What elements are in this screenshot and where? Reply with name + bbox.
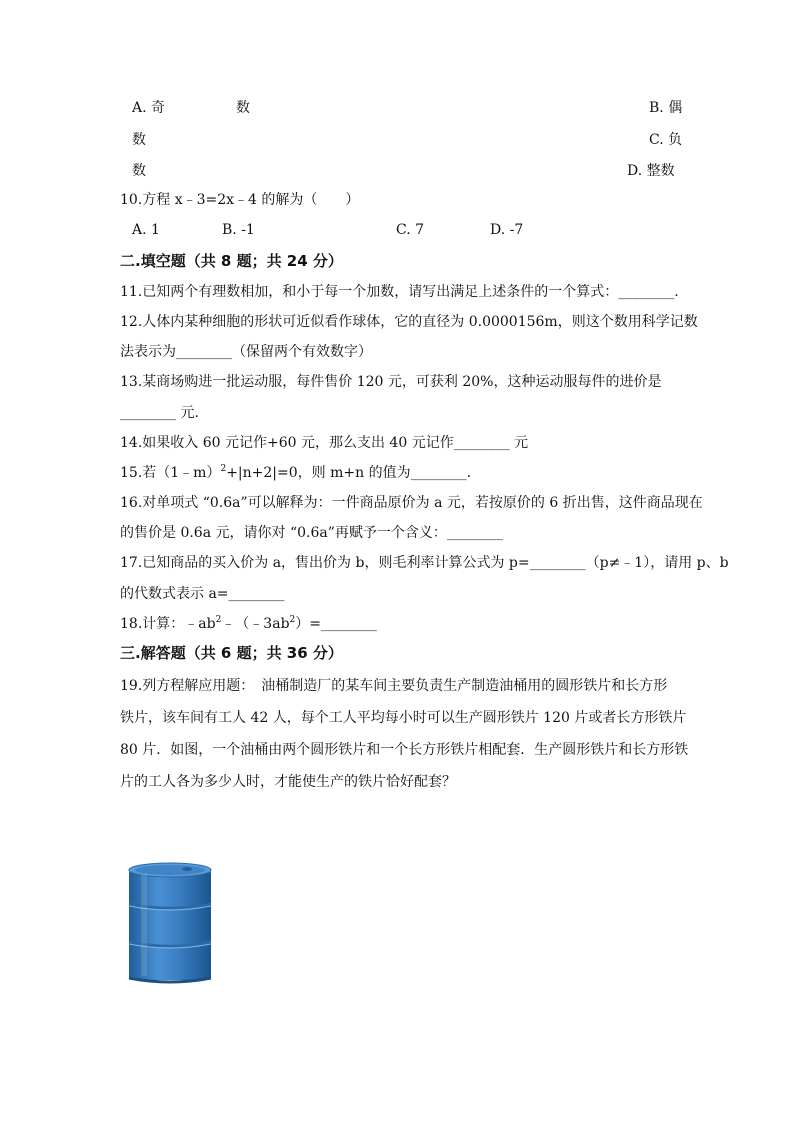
q16-line-2: 的售价是 0.6a 元，请你对 “0.6a”再赋予一个含义：________ xyxy=(120,525,503,541)
q10-option-a: A. 1 xyxy=(132,222,160,238)
q13-line-1: 13.某商场购进一批运动服，每件售价 120 元，可获利 20%，这种运动服每件的进价是 xyxy=(120,374,662,390)
q9-option-a-tail: 数 xyxy=(132,132,146,148)
q18-prefix: 18.计算：﹣ab xyxy=(120,616,216,632)
q10-option-d: D. -7 xyxy=(490,222,524,238)
q19-line-3: 80 片．如图，一个油桶由两个圆形铁片和一个长方形铁片相配套．生产圆形铁片和长方形铁 xyxy=(120,742,689,758)
q9-option-a-label: A. 奇 xyxy=(132,100,166,116)
oil-drum-figure xyxy=(125,860,215,988)
q9-option-d-label: D. 整数 xyxy=(627,163,675,179)
q14-text: 14.如果收入 60 元记作+60 元，那么支出 40 元记作________ 元 xyxy=(120,435,529,451)
q16-line-1: 16.对单项式 “0.6a”可以解释为：一件商品原价为 a 元，若按原价的 6 折出售，这件商品现在 xyxy=(120,495,703,511)
q12-line-2: 法表示为________（保留两个有效数字） xyxy=(120,344,372,360)
q9-option-b-tail: 数 xyxy=(132,163,146,179)
q10-option-c: C. 7 xyxy=(396,222,425,238)
section-3-heading: 三.解答题（共 6 题；共 36 分） xyxy=(120,644,343,662)
q15-suffix: +|n+2|=0，则 m+n 的值为________. xyxy=(226,465,472,481)
q18-text xyxy=(120,614,377,634)
q17-line-2: 的代数式表示 a=________ xyxy=(120,586,285,602)
q15-prefix: 15.若（1﹣m） xyxy=(120,465,221,481)
oil-drum-icon xyxy=(125,860,215,988)
q15-exponent: 2 xyxy=(220,464,227,474)
q9-option-a-continued: 数 xyxy=(236,100,250,116)
q19-line-4: 片的工人各为多少人时，才能使生产的铁片恰好配套？ xyxy=(120,774,456,790)
q10-stem: 10.方程 x﹣3=2x﹣4 的解为（ ） xyxy=(120,192,360,208)
q9-option-b-label: B. 偶 xyxy=(649,100,683,116)
q18-middle: ﹣（﹣3ab xyxy=(221,616,290,632)
q11-text: 11.已知两个有理数相加，和小于每一个加数，请写出满足上述条件的一个算式：________. xyxy=(120,284,679,300)
q18-exponent-1: 2 xyxy=(215,615,222,625)
q18-exponent-2: 2 xyxy=(289,615,296,625)
q9-option-c-label: C. 负 xyxy=(649,132,683,148)
q17-line-1: 17.已知商品的买入价为 a，售出价为 b，则毛利率计算公式为 p=________（p≠﹣1），请用 p、b xyxy=(120,555,729,571)
q18-suffix: ）=________ xyxy=(295,616,377,632)
q15-text xyxy=(120,463,471,483)
q10-option-b: B. -1 xyxy=(222,222,255,238)
q13-line-2: ________ 元. xyxy=(120,405,199,421)
section-2-heading: 二.填空题（共 8 题；共 24 分） xyxy=(120,252,343,270)
q19-line-1: 19.列方程解应用题： 油桶制造厂的某车间主要负责生产制造油桶用的圆形铁片和长方形 xyxy=(120,678,668,694)
q12-line-1: 12.人体内某种细胞的形状可近似看作球体，它的直径为 0.0000156m，则这个数用科学记数 xyxy=(120,314,698,330)
q19-line-2: 铁片，该车间有工人 42 人，每个工人平均每小时可以生产圆形铁片 120 片或者长方形铁片 xyxy=(120,710,687,726)
